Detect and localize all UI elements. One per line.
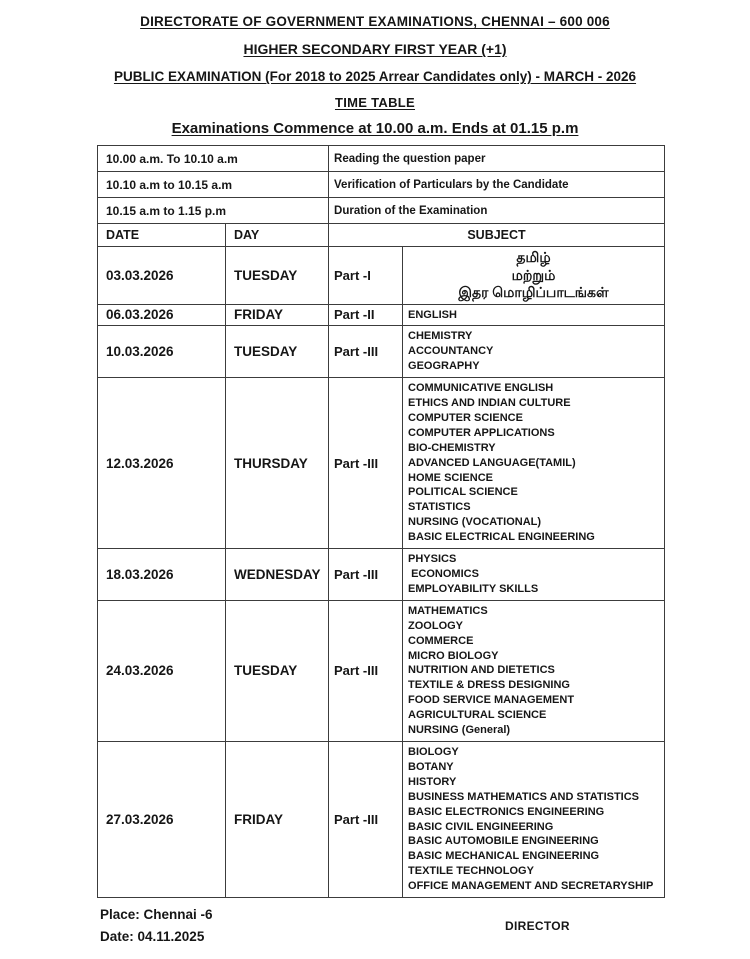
subject-name: BASIC MECHANICAL ENGINEERING bbox=[408, 850, 600, 863]
exam-part: Part -III bbox=[329, 549, 403, 601]
subject-name: MICRO BIOLOGY bbox=[408, 649, 499, 662]
subject-name: OFFICE MANAGEMENT AND SECRETARYSHIP bbox=[408, 880, 654, 893]
subject-name: FOOD SERVICE MANAGEMENT bbox=[408, 694, 575, 707]
subject-name: ADVANCED LANGUAGE(TAMIL) bbox=[408, 456, 576, 469]
subject-name: மற்றும் bbox=[511, 266, 556, 283]
schedule-time: 10.00 a.m. To 10.10 a.m bbox=[98, 146, 329, 172]
schedule-info-section bbox=[98, 146, 665, 224]
schedule-info-row bbox=[98, 198, 665, 224]
exam-date: 10.03.2026 bbox=[98, 326, 226, 378]
column-header-row bbox=[98, 224, 665, 247]
schedule-info-row bbox=[98, 172, 665, 198]
subject-name: ACCOUNTANCY bbox=[408, 345, 494, 358]
exam-day: FRIDAY bbox=[226, 304, 329, 326]
schedule-activity: Verification of Particulars by the Candidate bbox=[329, 172, 665, 198]
subject-name: NUTRITION AND DIETETICS bbox=[408, 664, 555, 677]
exam-row bbox=[98, 378, 665, 549]
directorate-title: DIRECTORATE OF GOVERNMENT EXAMINATIONS, CHENNAI – 600 006 bbox=[140, 14, 610, 29]
schedule-time: 10.10 a.m to 10.15 a.m bbox=[98, 172, 329, 198]
exam-subjects bbox=[403, 549, 665, 601]
exam-day: FRIDAY bbox=[226, 741, 329, 897]
subject-name: TEXTILE & DRESS DESIGNING bbox=[408, 679, 570, 692]
exam-date: 12.03.2026 bbox=[98, 378, 226, 549]
examination-title: PUBLIC EXAMINATION (For 2018 to 2025 Arrear Candidates only) - MARCH - 2026 bbox=[113, 69, 637, 84]
subject-name: NURSING (VOCATIONAL) bbox=[408, 516, 542, 529]
exam-day: THURSDAY bbox=[226, 378, 329, 549]
date-column-header: DATE bbox=[98, 224, 226, 247]
subject-name: COMPUTER SCIENCE bbox=[408, 411, 523, 424]
exam-row bbox=[98, 600, 665, 741]
subject-name: GEOGRAPHY bbox=[408, 360, 480, 373]
exam-row bbox=[98, 549, 665, 601]
exam-row bbox=[98, 326, 665, 378]
subject-name: AGRICULTURAL SCIENCE bbox=[408, 709, 547, 722]
subject-name: இதர மொழிப்பாடங்கள் bbox=[458, 284, 609, 300]
exam-subjects bbox=[403, 247, 665, 305]
exam-part: Part -I bbox=[329, 247, 403, 305]
subject-name: ENGLISH bbox=[408, 308, 457, 321]
timetable-title: TIME TABLE bbox=[334, 95, 416, 110]
subject-name: PHYSICS bbox=[408, 553, 457, 566]
date-line: Date: 04.11.2025 bbox=[100, 929, 205, 945]
subject-name: CHEMISTRY bbox=[408, 330, 473, 343]
exam-timing-line: Examinations Commence at 10.00 a.m. Ends at 01.15 p.m bbox=[171, 120, 579, 137]
exam-subjects bbox=[403, 741, 665, 897]
subject-name: ECONOMICS bbox=[408, 568, 479, 580]
subject-name: TEXTILE TECHNOLOGY bbox=[408, 865, 534, 878]
subject-name: BASIC AUTOMOBILE ENGINEERING bbox=[408, 835, 599, 848]
subject-name: BASIC CIVIL ENGINEERING bbox=[408, 820, 554, 833]
exam-day: WEDNESDAY bbox=[226, 549, 329, 601]
exam-date: 24.03.2026 bbox=[98, 600, 226, 741]
exam-part: Part -II bbox=[329, 304, 403, 326]
subject-column-header: SUBJECT bbox=[329, 224, 665, 247]
exam-part: Part -III bbox=[329, 378, 403, 549]
exam-subjects bbox=[403, 600, 665, 741]
exam-part: Part -III bbox=[329, 741, 403, 897]
place-line: Place: Chennai -6 bbox=[100, 907, 213, 923]
subject-name: POLITICAL SCIENCE bbox=[408, 486, 518, 499]
exam-date: 18.03.2026 bbox=[98, 549, 226, 601]
exam-subjects bbox=[403, 326, 665, 378]
subject-name: EMPLOYABILITY SKILLS bbox=[408, 582, 539, 595]
exam-subjects bbox=[403, 378, 665, 549]
subject-name: BIOLOGY bbox=[408, 745, 459, 758]
subject-name: STATISTICS bbox=[408, 501, 471, 514]
subject-name: BUSINESS MATHEMATICS AND STATISTICS bbox=[408, 790, 640, 803]
subject-name: NURSING (General) bbox=[408, 724, 511, 737]
schedule-info-row bbox=[98, 146, 665, 172]
director-signature: DIRECTOR bbox=[505, 919, 570, 933]
subject-name: COMMERCE bbox=[408, 634, 474, 647]
subject-name: HOME SCIENCE bbox=[408, 471, 493, 484]
exam-subjects bbox=[403, 304, 665, 326]
exam-day: TUESDAY bbox=[226, 326, 329, 378]
exam-schedule-section bbox=[98, 224, 665, 898]
subject-name: BOTANY bbox=[408, 760, 454, 773]
schedule-activity: Duration of the Examination bbox=[329, 198, 665, 224]
exam-row bbox=[98, 304, 665, 326]
subject-name: தமிழ் bbox=[516, 249, 551, 265]
exam-row bbox=[98, 247, 665, 305]
exam-day: TUESDAY bbox=[226, 247, 329, 305]
schedule-time: 10.15 a.m to 1.15 p.m bbox=[98, 198, 329, 224]
day-column-header: DAY bbox=[226, 224, 329, 247]
subject-name: BASIC ELECTRICAL ENGINEERING bbox=[408, 531, 595, 544]
exam-date: 06.03.2026 bbox=[98, 304, 226, 326]
subject-name: MATHEMATICS bbox=[408, 604, 488, 617]
subject-name: BIO-CHEMISTRY bbox=[408, 441, 496, 454]
exam-date: 27.03.2026 bbox=[98, 741, 226, 897]
schedule-activity: Reading the question paper bbox=[329, 146, 665, 172]
subject-name: HISTORY bbox=[408, 775, 457, 788]
document-footer bbox=[100, 904, 750, 948]
timetable bbox=[97, 145, 665, 898]
document-header bbox=[0, 0, 750, 138]
subject-name: ZOOLOGY bbox=[408, 619, 464, 632]
exam-row bbox=[98, 741, 665, 897]
subject-name: BASIC ELECTRONICS ENGINEERING bbox=[408, 805, 605, 818]
exam-part: Part -III bbox=[329, 326, 403, 378]
exam-date: 03.03.2026 bbox=[98, 247, 226, 305]
subject-name: COMPUTER APPLICATIONS bbox=[408, 426, 555, 439]
exam-part: Part -III bbox=[329, 600, 403, 741]
course-title: HIGHER SECONDARY FIRST YEAR (+1) bbox=[243, 41, 507, 57]
subject-name: COMMUNICATIVE ENGLISH bbox=[408, 382, 554, 395]
subject-name: ETHICS AND INDIAN CULTURE bbox=[408, 397, 571, 410]
exam-day: TUESDAY bbox=[226, 600, 329, 741]
